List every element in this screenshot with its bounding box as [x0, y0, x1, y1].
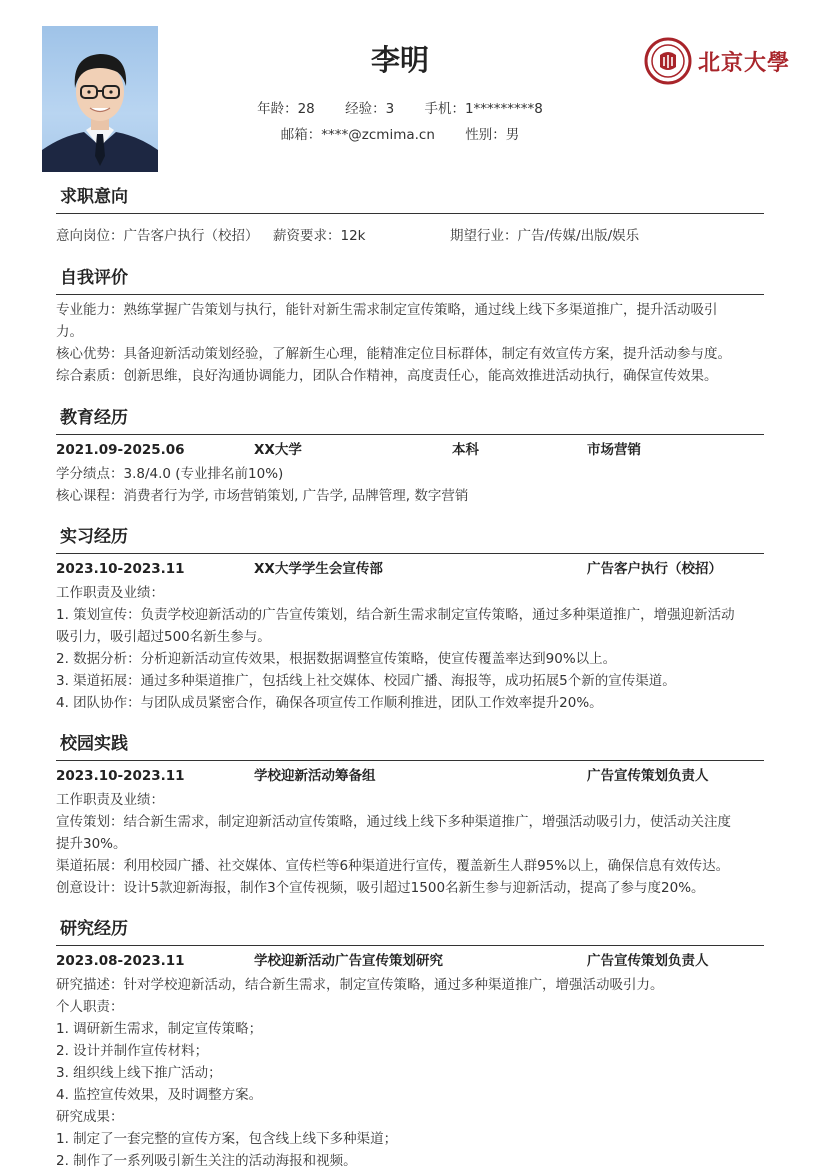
text-line: 力。: [56, 324, 83, 340]
text-line: 2. 制作了一系列吸引新生关注的活动海报和视频。: [56, 1153, 357, 1169]
text-line: 个人职责：: [56, 999, 124, 1015]
self-evaluation-body: [56, 295, 764, 387]
university-logo: [644, 36, 796, 86]
intent-position: 意向岗位：广告客户执行（校招）: [56, 228, 259, 244]
campus-role: 广告宣传策划负责人: [587, 768, 709, 784]
phone-info: 手机：1*********8: [424, 101, 543, 117]
education-period: 2021.09-2025.06: [56, 442, 185, 458]
experience-info: 经验：3: [345, 101, 395, 117]
research-period: 2023.08-2023.11: [56, 953, 185, 969]
text-line: 综合素质：创新思维，良好沟通协调能力，团队合作精神，高度责任心，能高效推进活动执行，确保宣传效果。: [56, 368, 718, 384]
section-title: 研究经历: [56, 916, 764, 946]
section-title: 教育经历: [56, 405, 764, 435]
age-info: 年龄：28: [257, 101, 315, 117]
text-line: 提升30%。: [56, 836, 127, 852]
campus-org: 学校迎新活动筹备组: [254, 768, 376, 784]
campus-period: 2023.10-2023.11: [56, 768, 185, 784]
text-line: 工作职责及业绩：: [56, 792, 164, 808]
intent-salary: 薪资要求：12k: [273, 228, 366, 244]
section-title: 求职意向: [56, 184, 764, 214]
research-header-row: [56, 950, 764, 972]
internship-role: 广告客户执行（校招）: [587, 561, 722, 577]
university-seal-icon: [644, 37, 692, 85]
experience-value: 3: [385, 101, 395, 117]
internship-header-row: [56, 558, 764, 580]
text-line: 4. 团队协作：与团队成员紧密合作，确保各项宣传工作顺利推进，团队工作效率提升20%。: [56, 695, 603, 711]
text-line: 核心优势：具备迎新活动策划经验，了解新生心理，能精准定位目标群体，制定有效宣传方案，提升活动参与度。: [56, 346, 731, 362]
gender-value: 男: [505, 127, 520, 143]
education-school: XX大学: [254, 442, 302, 458]
text-line: 核心课程：消费者行为学, 市场营销策划, 广告学, 品牌管理, 数字营销: [56, 488, 469, 504]
research-section: [56, 916, 764, 1172]
research-project: 学校迎新活动广告宣传策划研究: [254, 953, 443, 969]
internship-org: XX大学学生会宣传部: [254, 561, 383, 577]
campus-header-row: [56, 765, 764, 787]
university-logo-text: 北京大學: [698, 49, 791, 76]
campus-practice-section: [56, 731, 764, 899]
candidate-name: 李明: [370, 43, 429, 77]
intent-industry: 期望行业：广告/传媒/出版/娱乐: [450, 228, 640, 244]
text-line: 2. 数据分析：分析迎新活动宣传效果，根据数据调整宣传策略，使宣传覆盖率达到90%以上。: [56, 651, 617, 667]
text-line: 宣传策划：结合新生需求，制定迎新活动宣传策略，通过线上线下多种渠道推广，增强活动吸引力，使活动关注度: [56, 814, 731, 830]
text-line: 渠道拓展：利用校园广播、社交媒体、宣传栏等6种渠道进行宣传，覆盖新生人群95%以上，确保信息有效传达。: [56, 858, 730, 874]
age-value: 28: [297, 101, 315, 117]
text-line: 2. 设计并制作宣传材料；: [56, 1043, 209, 1059]
job-intent-section: [56, 184, 764, 247]
text-line: 吸引力，吸引超过500名新生参与。: [56, 629, 271, 645]
email-info: 邮箱：****@zcmima.cn: [280, 127, 435, 143]
contact-info-row: [160, 123, 640, 143]
internship-section: [56, 524, 764, 714]
email-value: ****@zcmima.cn: [321, 127, 435, 143]
profile-photo: [42, 26, 158, 172]
text-line: 研究描述：针对学校迎新活动，结合新生需求，制定宣传策略，通过多种渠道推广，增强活动吸引力。: [56, 977, 664, 993]
education-major: 市场营销: [587, 442, 641, 458]
education-section: [56, 405, 764, 507]
text-line: 3. 组织线上线下推广活动；: [56, 1065, 222, 1081]
internship-period: 2023.10-2023.11: [56, 561, 185, 577]
text-line: 研究成果：: [56, 1109, 124, 1125]
research-role: 广告宣传策划负责人: [587, 953, 709, 969]
text-line: 学分绩点：3.8/4.0 (专业排名前10%): [56, 466, 284, 482]
text-line: 1. 调研新生需求，制定宣传策略；: [56, 1021, 263, 1037]
education-degree: 本科: [452, 442, 479, 458]
text-line: 4. 监控宣传效果，及时调整方案。: [56, 1087, 263, 1103]
text-line: 工作职责及业绩：: [56, 585, 164, 601]
section-title: 校园实践: [56, 731, 764, 761]
text-line: 专业能力：熟练掌握广告策划与执行，能针对新生需求制定宣传策略，通过线上线下多渠道推广，提升活动吸引: [56, 302, 718, 318]
text-line: 1. 策划宣传：负责学校迎新活动的广告宣传策划，结合新生需求制定宣传策略，通过多种渠道推广，增强迎新活动: [56, 607, 735, 623]
text-line: 创意设计：设计5款迎新海报，制作3个宣传视频，吸引超过1500名新生参与迎新活动，提高了参与度20%。: [56, 880, 705, 896]
section-title: 自我评价: [56, 265, 764, 295]
phone-value: 1*********8: [464, 101, 543, 117]
basic-info-row: [160, 97, 640, 117]
job-intent-row: [56, 225, 764, 247]
text-line: 3. 渠道拓展：通过多种渠道推广，包括线上社交媒体、校园广播、海报等，成功拓展5个新的宣传渠道。: [56, 673, 676, 689]
gender-info: 性别：男: [465, 127, 520, 143]
self-evaluation-section: [56, 265, 764, 387]
education-header-row: [56, 439, 764, 461]
text-line: 1. 制定了一套完整的宣传方案，包含线上线下多种渠道；: [56, 1131, 398, 1147]
section-title: 实习经历: [56, 524, 764, 554]
